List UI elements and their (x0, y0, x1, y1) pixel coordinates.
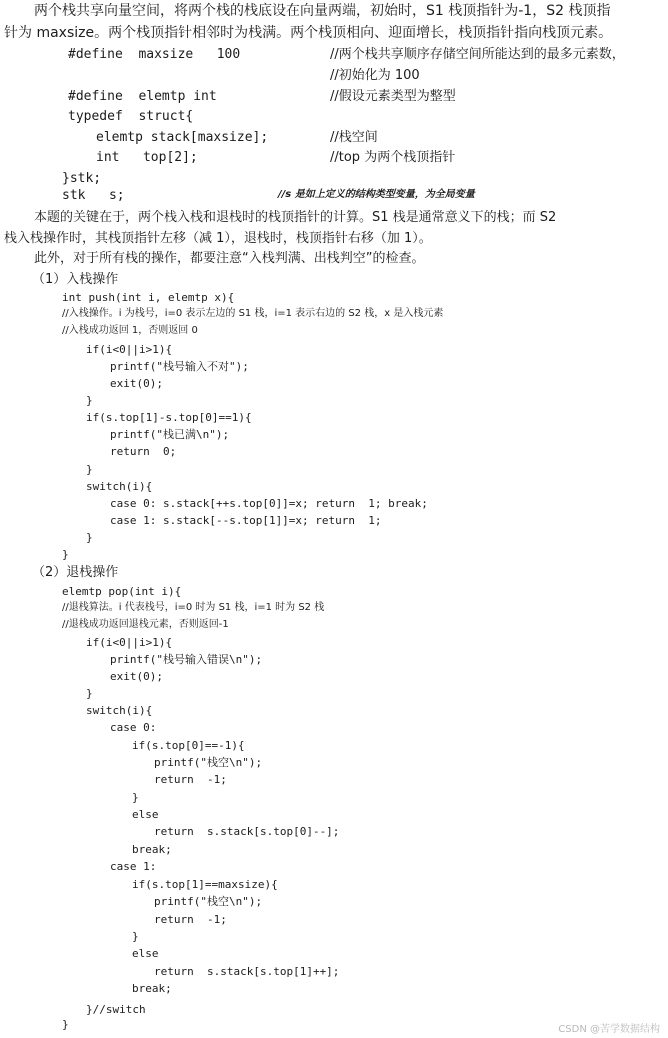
pop-code-line: printf("栈空\n"); (154, 756, 263, 769)
pop-code-line: } (86, 687, 93, 700)
struct-top-field: int top[2]; (96, 150, 198, 165)
comment-top: //top 为两个栈顶指针 (330, 150, 456, 165)
pop-code-line: else (132, 808, 159, 821)
push-comment-line: //入栈成功返回 1，否则返回 0 (62, 325, 198, 336)
typedef-struct: typedef struct{ (68, 109, 194, 124)
push-code-line: exit(0); (110, 377, 163, 390)
push-code-line: return 0; (110, 445, 177, 458)
push-code-line: } (86, 531, 93, 544)
intro-line-1: 两个栈共享向量空间，将两个栈的栈底设在向量两端，初始时，S1 栈顶指针为-1，S2 栈顶指 (34, 3, 611, 19)
struct-end: }stk; (62, 171, 102, 186)
global-var-s: stk s; (62, 188, 125, 203)
csdn-watermark: CSDN @苦学数据结构 (558, 1024, 660, 1035)
comment-global-var: //s 是如上定义的结构类型变量，为全局变量 (278, 189, 475, 200)
pop-code-line: else (132, 947, 159, 960)
push-code-line: printf("栈已满\n"); (110, 428, 230, 441)
pop-code-line: return s.stack[s.top[0]--]; (154, 825, 340, 838)
push-heading: （1）入栈操作 (32, 272, 119, 287)
analysis-line-2: 栈入栈操作时，其栈顶指针左移（减 1），退栈时，栈顶指针右移（加 1）。 (4, 231, 432, 246)
pop-code-line: } (62, 1018, 69, 1031)
push-code-line: } (86, 394, 93, 407)
push-comment-line: //入栈操作。i 为栈号，i=0 表示左边的 S1 栈，i=1 表示右边的 S2 栈，x 是入栈元素 (62, 308, 444, 319)
push-code-line: if(s.top[1]-s.top[0]==1){ (86, 411, 252, 424)
push-code-line: case 0: s.stack[++s.top[0]]=x; return 1; break; (110, 497, 428, 510)
push-code-line: if(i<0||i>1){ (86, 343, 173, 356)
push-code-line: switch(i){ (86, 480, 153, 493)
pop-code-line: case 1: (110, 860, 157, 873)
pop-code-line: return -1; (154, 913, 227, 926)
pop-code-line: if(s.top[0]==-1){ (132, 739, 245, 752)
comment-maxsize: //两个栈共享顺序存储空间所能达到的最多元素数， (330, 47, 625, 62)
push-code-line: case 1: s.stack[--s.top[1]]=x; return 1; (110, 514, 382, 527)
define-maxsize: #define maxsize 100 (68, 47, 241, 62)
analysis-line-3: 此外，对于所有栈的操作，都要注意“入栈判满、出栈判空”的检查。 (34, 251, 425, 266)
pop-code-line: break; (132, 843, 172, 856)
pop-code-line: printf("栈空\n"); (154, 895, 263, 908)
pop-code-line: switch(i){ (86, 704, 153, 717)
struct-stack-field: elemtp stack[maxsize]; (96, 130, 269, 145)
comment-stack-space: //栈空间 (330, 130, 378, 145)
analysis-line-1: 本题的关键在于，两个栈入栈和退栈时的栈顶指针的计算。S1 栈是通常意义下的栈；而 S2 (34, 210, 557, 225)
push-code-line: printf("栈号输入不对"); (110, 360, 249, 373)
pop-code-line: case 0: (110, 721, 157, 734)
pop-code-line: } (132, 791, 139, 804)
intro-line-2: 针为 maxsize。两个栈顶指针相邻时为栈满。两个栈顶相向、迎面增长，栈顶指针指向栈顶元素。 (4, 25, 613, 41)
pop-code-line: exit(0); (110, 670, 163, 683)
pop-code-line: elemtp pop(int i){ (62, 585, 182, 598)
pop-code-line: return s.stack[s.top[1]++]; (154, 965, 340, 978)
pop-heading: （2）退栈操作 (32, 565, 119, 580)
pop-code-line: }//switch (86, 1003, 146, 1016)
pop-code-line: printf("栈号输入错误\n"); (110, 653, 263, 666)
pop-code-line: } (132, 930, 139, 943)
push-code-line: int push(int i, elemtp x){ (62, 291, 235, 304)
define-elemtp: #define elemtp int (68, 89, 217, 104)
pop-code-line: if(i<0||i>1){ (86, 636, 173, 649)
comment-init: //初始化为 100 (330, 68, 420, 83)
pop-code-line: return -1; (154, 773, 227, 786)
push-code-line: } (86, 463, 93, 476)
push-code-line: } (62, 548, 69, 561)
comment-elemtp: //假设元素类型为整型 (330, 89, 456, 104)
pop-comment-line: //退栈算法。i 代表栈号，i=0 时为 S1 栈，i=1 时为 S2 栈 (62, 602, 325, 613)
pop-code-line: if(s.top[1]==maxsize){ (132, 878, 278, 891)
pop-comment-line: //退栈成功返回退栈元素，否则返回-1 (62, 619, 229, 630)
pop-code-line: break; (132, 982, 172, 995)
